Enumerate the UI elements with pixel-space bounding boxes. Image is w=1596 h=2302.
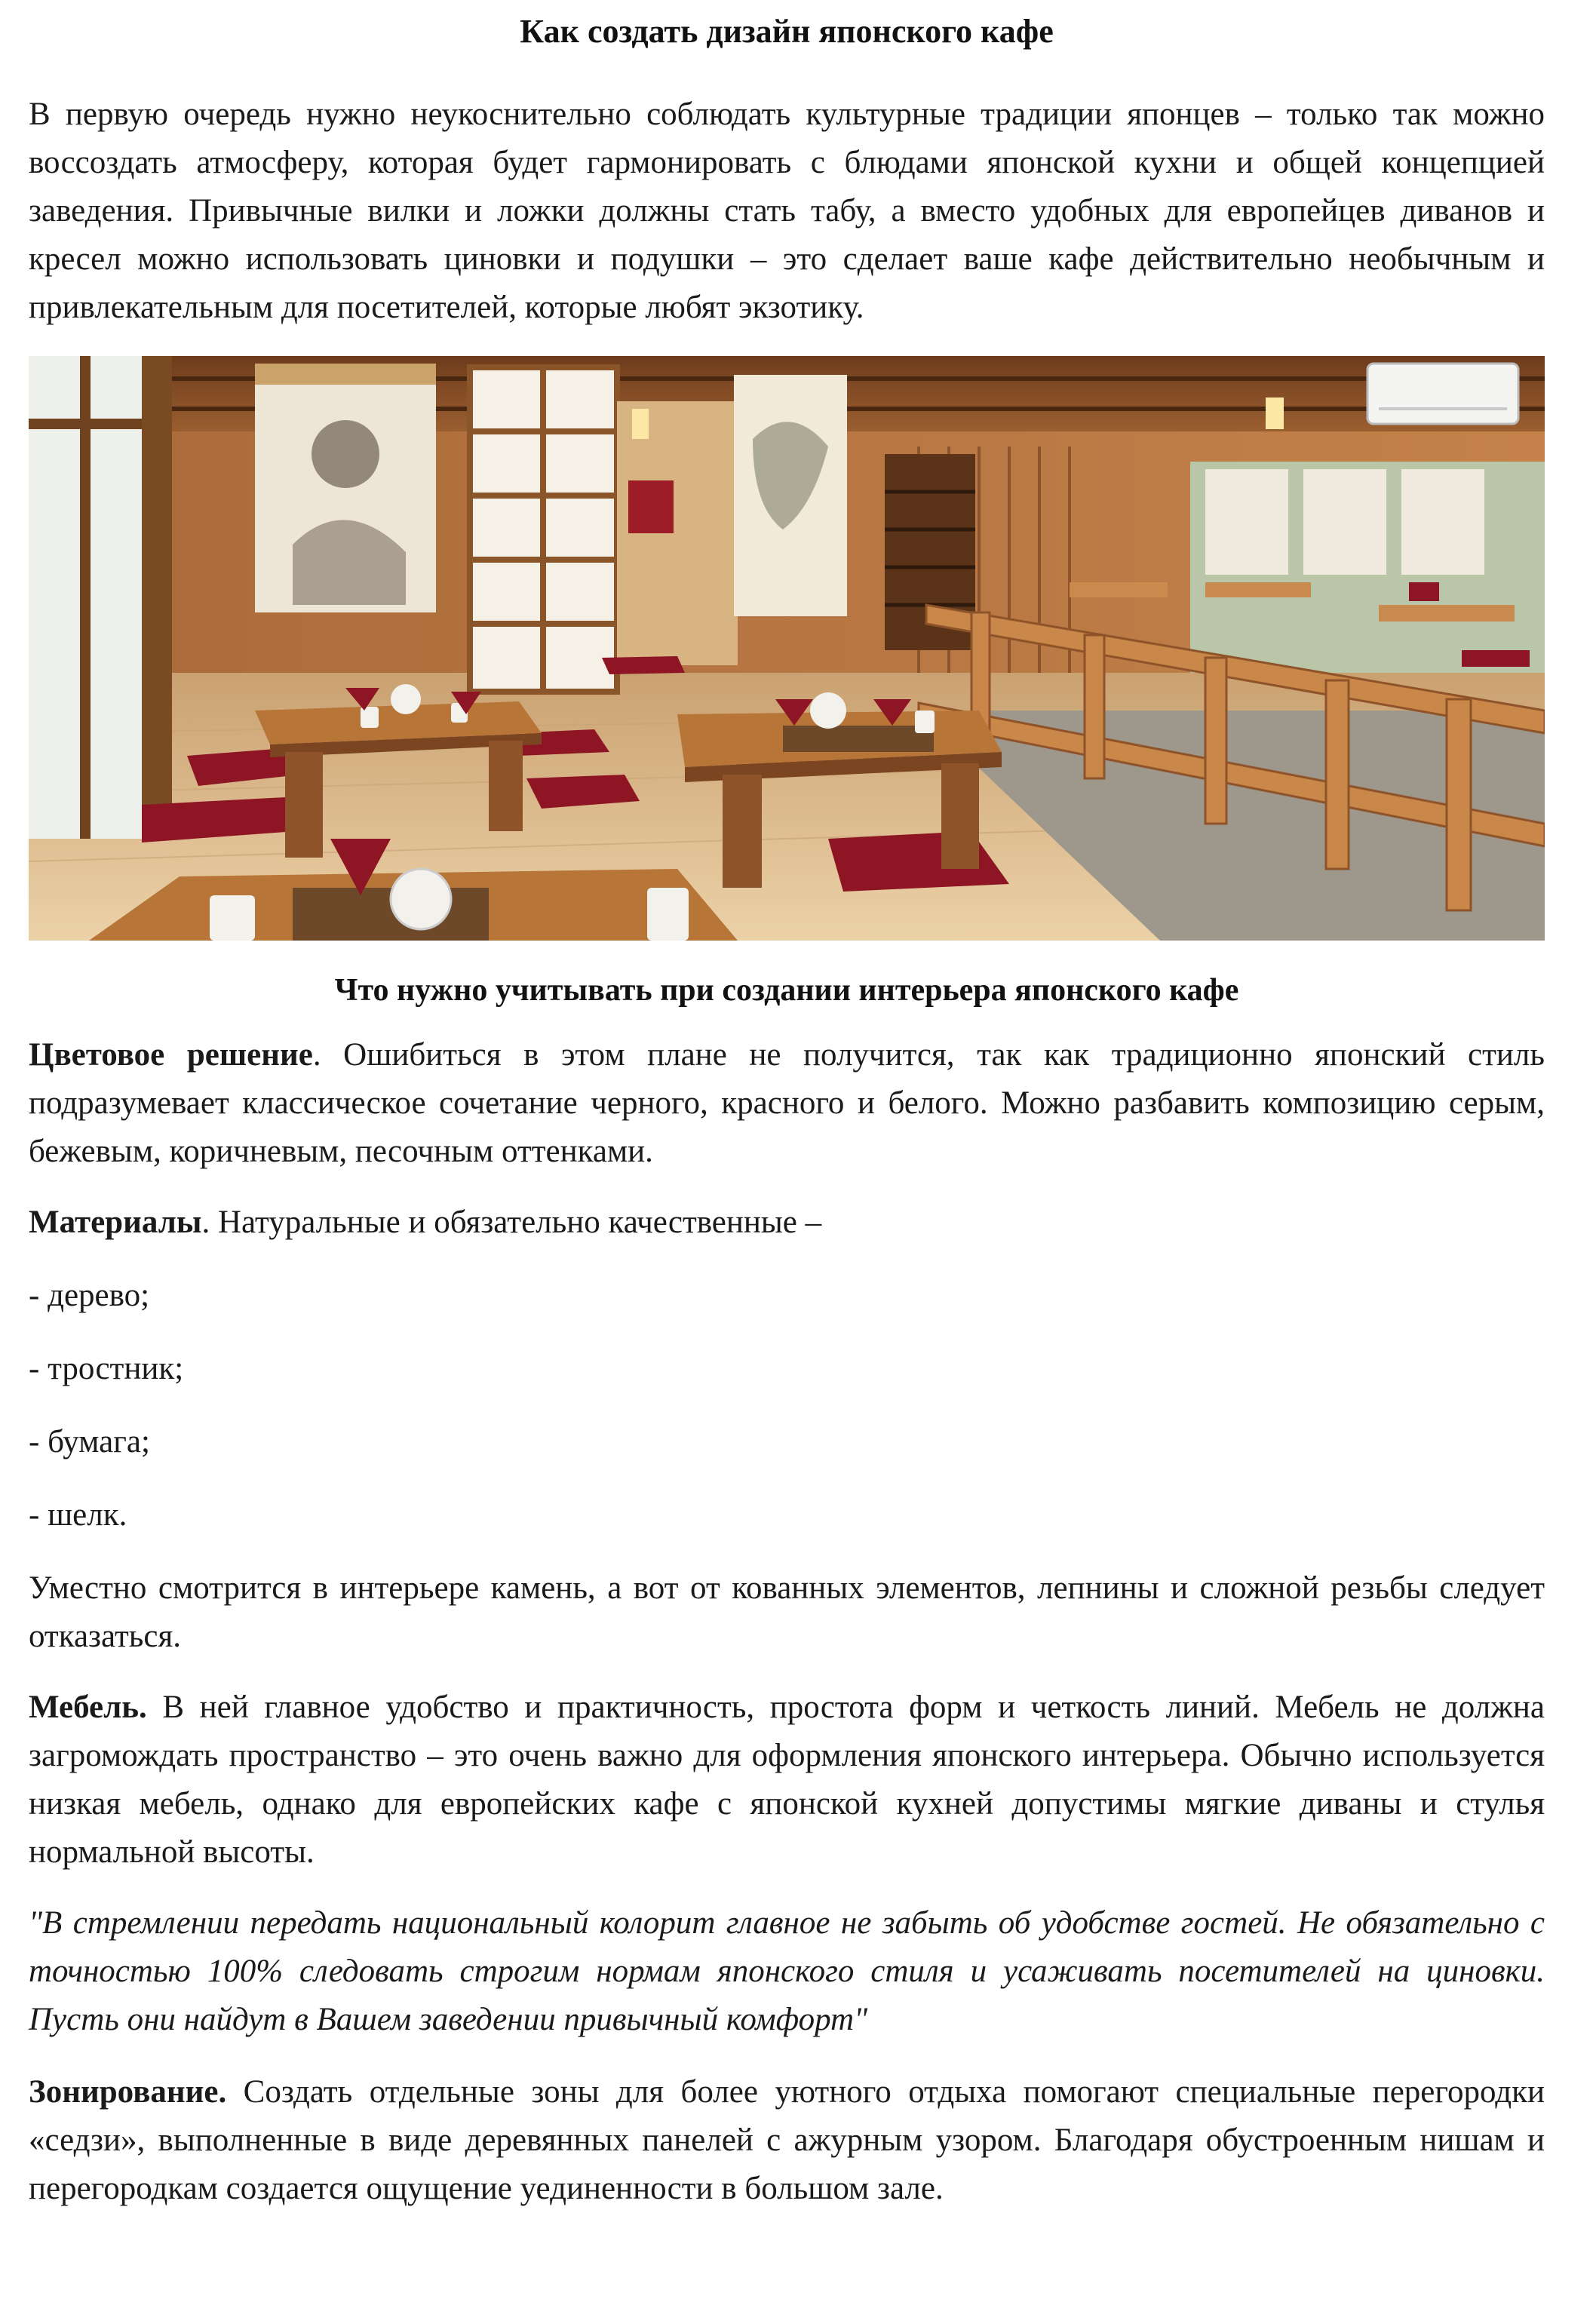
list-item: - бумага; (29, 1424, 150, 1459)
cafe-interior-photo (29, 356, 1545, 941)
article (29, 0, 1545, 2236)
color-text: . Ошибиться в этом плане не получится, так как традиционно японский стиль подразумевает классическое сочетание черного, красного и белого. Можно разбавить композицию серым, бежевым, коричневым, песочным оттенками. (29, 1037, 1545, 1169)
list-item: - дерево; (29, 1278, 150, 1313)
list-item: - тростник; (29, 1351, 184, 1386)
zoning-text: Создать отдельные зоны для более уютного отдыха помогают специальные перегородки «седзи», выполненные в виде деревянных панелей с ажурным узором. Благодаря обустроенным нишам и перегородкам создается ощущение уединенности в большом зале. (29, 2074, 1545, 2206)
color-lead: Цветовое решение (29, 1037, 313, 1073)
materials-text: . Натуральные и обязательно качественные – (201, 1205, 822, 1240)
materials-lead: Материалы (29, 1205, 202, 1240)
materials-note: Уместно смотрится в интерьере камень, а вот от кованных элементов, лепнины и сложной резьбы следует отказаться. (29, 1570, 1545, 1654)
quote-paragraph: "В стремлении передать национальный колорит главное не забыть об удобстве гостей. Не обязательно с точностью 100% следовать строгим нормам японского стиля и усаживать посетителей на циновки. Пусть они найдут в Вашем заведении привычный комфорт" (29, 1905, 1545, 2037)
zoning-paragraph (29, 2068, 1545, 2213)
color-paragraph (29, 1031, 1545, 1176)
zoning-lead: Зонирование. (29, 2074, 227, 2110)
article-title: Как создать дизайн японского кафе (520, 13, 1054, 50)
furniture-lead: Мебель. (29, 1690, 147, 1725)
materials-paragraph (29, 1199, 1545, 1247)
furniture-text: В ней главное удобство и практичность, простота форм и четкость линий. Мебель не должна загромождать пространство – это очень важно для оформления японского интерьера. Обычно используется низкая мебель, однако для европейских кафе с японской кухней допустимы мягкие диваны и стулья нормальной высоты. (29, 1690, 1545, 1870)
furniture-paragraph (29, 1684, 1545, 1877)
section-subtitle: Что нужно учитывать при создании интерьера японского кафе (334, 973, 1239, 1008)
intro-paragraph: В первую очередь нужно неукоснительно соблюдать культурные традиции японцев – только так можно воссоздать атмосферу, которая будет гармонировать с блюдами японской кухни и общей концепцией заведения. Привычные вилки и ложки должны стать табу, а вместо удобных для европейцев диванов и кресел можно использовать циновки и подушки – это сделает ваше кафе действительно необычным и привлекательным для посетителей, которые любят экзотику. (29, 97, 1545, 325)
list-item: - шелк. (29, 1497, 127, 1533)
